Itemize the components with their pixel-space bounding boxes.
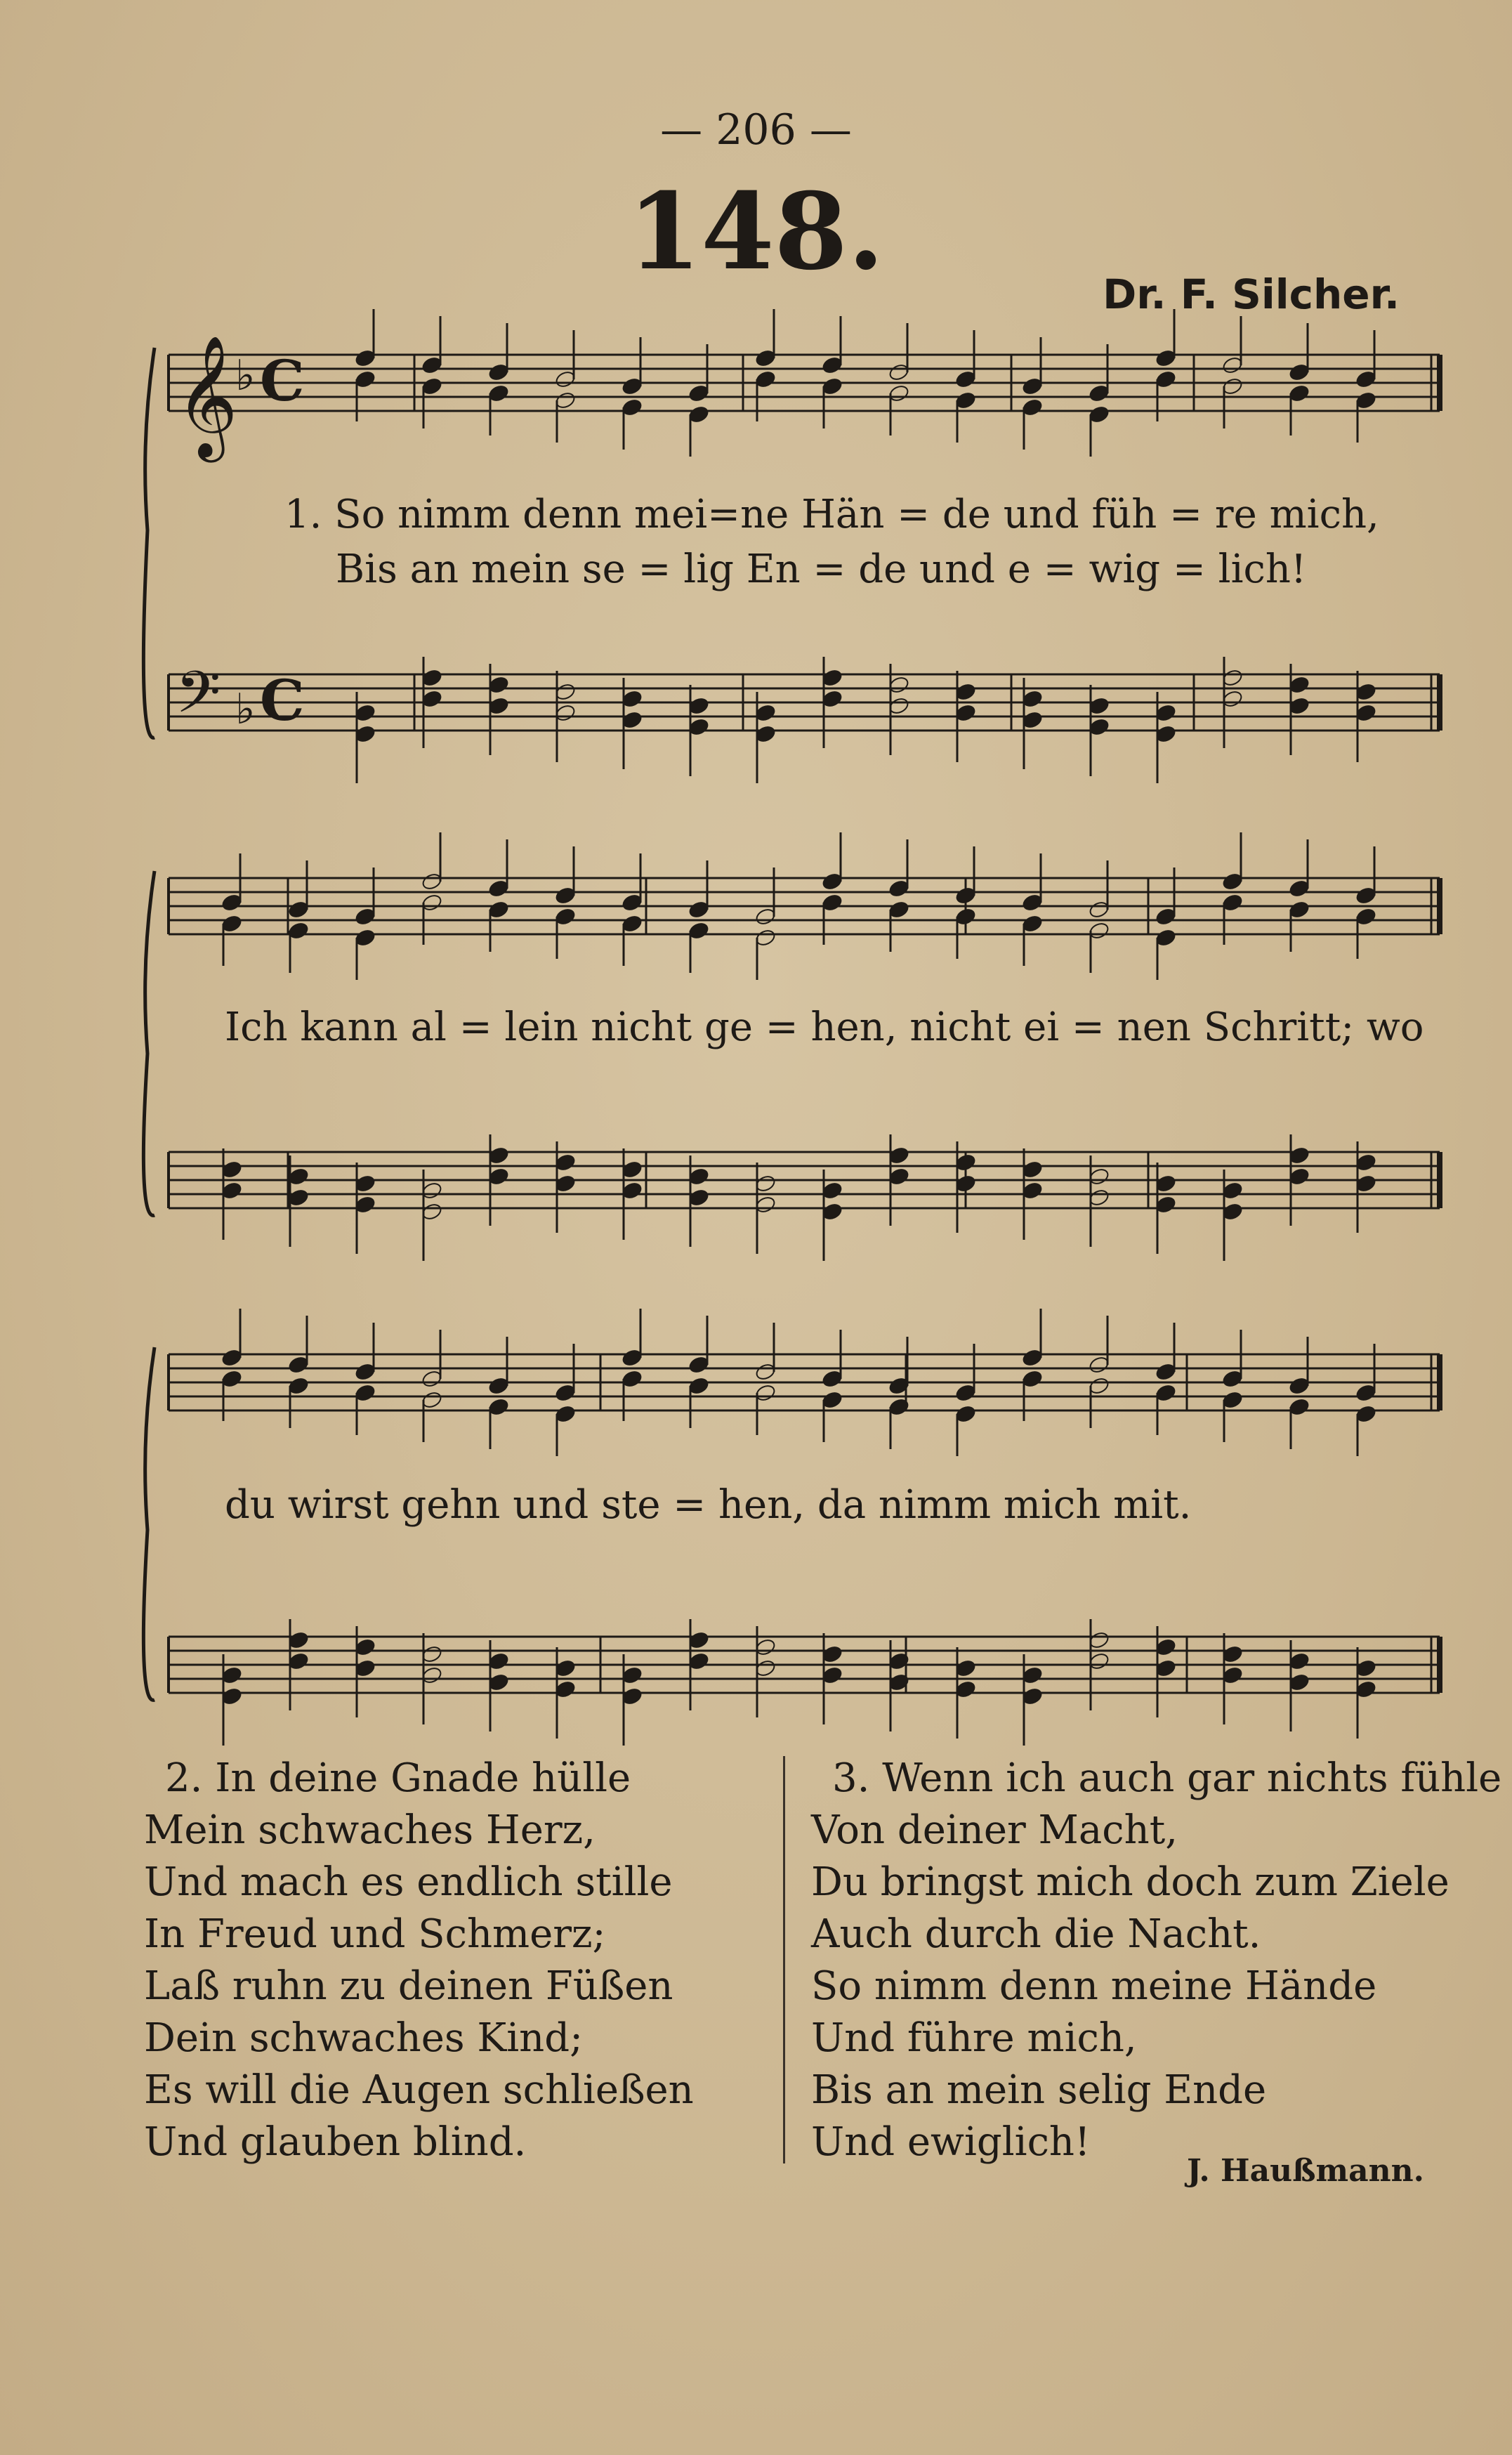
verse-3-line: Von deiner Macht, [811, 1807, 1178, 1853]
bass-clef-icon: 𝄢 [176, 658, 221, 740]
verse-3-line: 3. Wenn ich auch gar nichts fühle [832, 1755, 1502, 1801]
lyric-line-4: du wirst gehn und ste = hen, da nimm mich mit. [225, 1482, 1192, 1528]
verse-3-line: Du bringst mich doch zum Ziele [811, 1859, 1449, 1905]
verse-divider [783, 1756, 785, 2163]
system-brace [143, 348, 155, 738]
lyric-line-3: Ich kann al = lein nicht ge = hen, nicht ei = nen Schritt; wo [225, 1004, 1424, 1050]
common-time-icon: C [260, 348, 305, 414]
system-brace [143, 871, 155, 1215]
verse-2-line: In Freud und Schmerz; [144, 1911, 606, 1957]
verse-3-line: So nimm denn meine Hände [811, 1963, 1377, 2009]
lyric-line-2: Bis an mein se = lig En = de und e = wig = lich! [336, 546, 1307, 592]
system-brace [143, 1347, 155, 1700]
treble-clef-icon: 𝄞 [176, 335, 238, 457]
verse-3-line: Bis an mein selig Ende [811, 2067, 1267, 2113]
verse-2-line: Dein schwaches Kind; [144, 2015, 583, 2061]
hymn-number: 148. [627, 170, 885, 294]
page-number: — 206 — [660, 105, 852, 155]
verse-2-line: Mein schwaches Herz, [144, 1807, 596, 1853]
verse-2-line: Laß ruhn zu deinen Füßen [144, 1963, 673, 2009]
composer-credit: Dr. F. Silcher. [1103, 270, 1400, 318]
verse-2-line: Und mach es endlich stille [144, 1859, 673, 1905]
verse-2-line: 2. In deine Gnade hülle [165, 1755, 631, 1801]
verse-2 [144, 1753, 694, 2168]
lyricist-credit: J. Haußmann. [1187, 2153, 1424, 2189]
flat-icon: ♭ [235, 351, 256, 400]
flat-icon: ♭ [235, 685, 256, 734]
verse-3-line: Auch durch die Nacht. [811, 1911, 1261, 1957]
verse-2-line: Es will die Augen schließen [144, 2067, 694, 2113]
verse-2-line: Und glauben blind. [144, 2119, 527, 2165]
verse-3-line: Und ewiglich! [811, 2119, 1091, 2165]
common-time-icon: C [260, 667, 305, 733]
verse-3 [811, 1753, 1501, 2168]
verse-3-line: Und führe mich, [811, 2015, 1137, 2061]
lyric-line-1: 1. So nimm denn mei=ne Hän = de und füh = re mich, [284, 492, 1379, 537]
